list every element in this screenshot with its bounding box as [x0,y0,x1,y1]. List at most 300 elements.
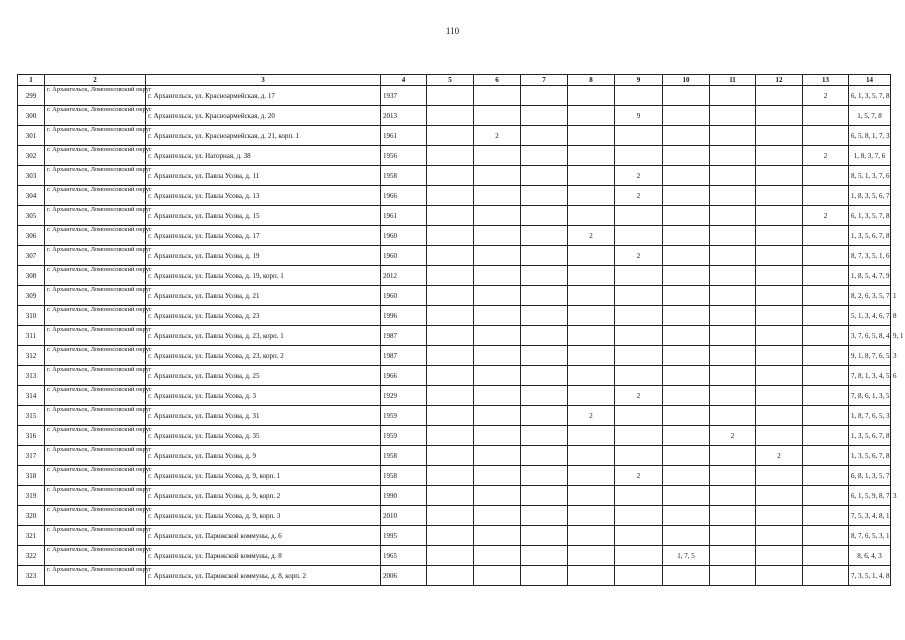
col9-cell [615,266,663,286]
year-cell: 1961 [381,126,427,146]
address-cell: г. Архангельск, ул. Павла Усова, д. 35 [146,426,381,446]
district-cell: г. Архангельск, Ломоносовский округ [45,446,146,466]
col10-cell [663,326,710,346]
district-cell: г. Архангельск, Ломоносовский округ [45,466,146,486]
col6-cell [474,406,521,426]
col6-cell [474,86,521,106]
col5-cell [427,566,474,586]
col5-cell [427,306,474,326]
col12-cell [756,246,803,266]
year-cell: 1996 [381,306,427,326]
address-cell: г. Архангельск, ул. Павла Усова, д. 9, корп. 3 [146,506,381,526]
column-header-1: 1 [18,75,45,86]
col8-cell [568,146,615,166]
col10-cell [663,246,710,266]
col13-cell [803,406,849,426]
table-row [18,366,891,386]
col10-cell [663,146,710,166]
col8-cell [568,506,615,526]
col5-cell [427,166,474,186]
col11-cell [710,526,756,546]
col14-cell: 8, 7, 3, 5, 1, 6 [849,246,891,266]
address-cell: г. Архангельск, ул. Павла Усова, д. 25 [146,366,381,386]
col13-cell [803,306,849,326]
col6-cell [474,166,521,186]
col7-cell [521,346,568,366]
table-body [18,86,904,586]
col14-cell: 6, 8, 1, 3, 5, 7 [849,466,891,486]
col9-cell [615,226,663,246]
col10-cell [663,406,710,426]
col7-cell [521,86,568,106]
row-number: 301 [18,126,45,146]
table-row [18,426,891,446]
column-header-14: 14 [849,75,891,86]
col7-cell [521,506,568,526]
year-cell: 1966 [381,366,427,386]
row-number: 315 [18,406,45,426]
col10-cell [663,166,710,186]
table-row [18,526,891,546]
district-cell: г. Архангельск, Ломоносовский округ [45,286,146,306]
row-number: 308 [18,266,45,286]
district-cell: г. Архангельск, Ломоносовский округ [45,386,146,406]
year-cell: 1958 [381,466,427,486]
col14-cell: 1, 3, 5, 6, 7, 8 [849,226,891,246]
col7-cell [521,166,568,186]
col5-cell [427,206,474,226]
table-row [18,506,891,526]
col13-cell [803,386,849,406]
col9-cell [615,566,663,586]
col10-cell [663,426,710,446]
col12-cell [756,366,803,386]
table-header [18,75,891,86]
col7-cell [521,526,568,546]
col7-cell [521,466,568,486]
table-row [18,326,891,346]
col13-cell [803,366,849,386]
col9-cell [615,286,663,306]
col11-cell [710,186,756,206]
col5-cell [427,346,474,366]
col11-cell [710,346,756,366]
col5-cell [427,386,474,406]
col10-cell [663,386,710,406]
district-cell: г. Архангельск, Ломоносовский округ [45,566,146,586]
col8-cell [568,566,615,586]
col7-cell [521,246,568,266]
col8-cell [568,326,615,346]
col8-cell [568,546,615,566]
col13-cell [803,566,849,586]
col6-cell [474,266,521,286]
table-row [18,106,891,126]
col13-cell [803,326,849,346]
table-row [18,226,891,246]
col7-cell [521,306,568,326]
col5-cell [427,226,474,246]
column-header-10: 10 [663,75,710,86]
col5-cell [427,406,474,426]
row-number: 314 [18,386,45,406]
col9-cell: 2 [615,466,663,486]
col13-cell [803,226,849,246]
col5-cell [427,126,474,146]
col10-cell [663,306,710,326]
col9-cell [615,406,663,426]
col12-cell [756,546,803,566]
col8-cell [568,266,615,286]
col12-cell [756,86,803,106]
address-cell: г. Архангельск, ул. Парижской коммуны, д. 6 [146,526,381,546]
table-row [18,286,891,306]
col6-cell [474,366,521,386]
col14-cell: 1, 8, 5, 4, 7, 9 [849,266,891,286]
col6-cell [474,506,521,526]
column-header-5: 5 [427,75,474,86]
col9-cell [615,486,663,506]
table-row [18,186,891,206]
year-cell: 2012 [381,266,427,286]
col8-cell [568,466,615,486]
col6-cell [474,206,521,226]
col12-cell [756,526,803,546]
col7-cell [521,126,568,146]
col14-cell: 6, 1, 3, 5, 7, 8 [849,86,891,106]
table-row [18,166,891,186]
col6-cell [474,546,521,566]
col14-cell: 1, 8, 3, 7, 6 [849,146,891,166]
col11-cell [710,486,756,506]
table-row [18,146,891,166]
col13-cell [803,126,849,146]
col13-cell [803,446,849,466]
col12-cell [756,426,803,446]
col11-cell [710,146,756,166]
col7-cell [521,566,568,586]
col9-cell: 2 [615,166,663,186]
district-cell: г. Архангельск, Ломоносовский округ [45,546,146,566]
col8-cell [568,246,615,266]
address-cell: г. Архангельск, ул. Красноармейская, д. 17 [146,86,381,106]
column-header-8: 8 [568,75,615,86]
col13-cell [803,266,849,286]
district-cell: г. Архангельск, Ломоносовский округ [45,146,146,166]
col13-cell [803,486,849,506]
col10-cell [663,466,710,486]
col14-cell: 7, 8, 6, 1, 3, 5 [849,386,891,406]
table-row [18,346,891,366]
row-number: 316 [18,426,45,446]
row-number: 299 [18,86,45,106]
col11-cell [710,86,756,106]
col12-cell: 2 [756,446,803,466]
col10-cell [663,486,710,506]
col9-cell: 2 [615,386,663,406]
district-cell: г. Архангельск, Ломоносовский округ [45,166,146,186]
column-header-9: 9 [615,75,663,86]
col8-cell [568,166,615,186]
row-number: 302 [18,146,45,166]
address-cell: г. Архангельск, ул. Нагорная, д. 38 [146,146,381,166]
col10-cell [663,506,710,526]
district-cell: г. Архангельск, Ломоносовский округ [45,106,146,126]
district-cell: г. Архангельск, Ломоносовский округ [45,86,146,106]
address-cell: г. Архангельск, ул. Парижской коммуны, д. 8 [146,546,381,566]
address-cell: г. Архангельск, ул. Павла Усова, д. 3 [146,386,381,406]
col14-cell: 7, 3, 5, 1, 4, 8 [849,566,891,586]
header-row [18,75,891,86]
col11-cell [710,126,756,146]
housing-register-table [17,74,904,586]
col6-cell [474,146,521,166]
col14-cell: 8, 6, 4, 3 [849,546,891,566]
year-cell: 2013 [381,106,427,126]
col12-cell [756,286,803,306]
col7-cell [521,226,568,246]
col11-cell [710,226,756,246]
col6-cell [474,286,521,306]
col8-cell: 2 [568,226,615,246]
col5-cell [427,326,474,346]
col14-cell: 3, 7, 6, 5, 8, 4, 9, 1 [849,326,891,346]
table-row [18,406,891,426]
col10-cell [663,366,710,386]
col14-cell: 1, 5, 7, 8 [849,106,891,126]
row-number: 300 [18,106,45,126]
col12-cell [756,146,803,166]
col7-cell [521,406,568,426]
col9-cell [615,426,663,446]
col8-cell [568,186,615,206]
col6-cell [474,426,521,446]
col5-cell [427,366,474,386]
district-cell: г. Архангельск, Ломоносовский округ [45,506,146,526]
col10-cell: 1, 7, 5 [663,546,710,566]
col9-cell [615,446,663,466]
col5-cell [427,266,474,286]
table-row [18,266,891,286]
year-cell: 1990 [381,486,427,506]
col7-cell [521,386,568,406]
col8-cell [568,526,615,546]
row-number: 306 [18,226,45,246]
col13-cell [803,506,849,526]
row-number: 309 [18,286,45,306]
table-row [18,246,891,266]
col13-cell [803,546,849,566]
district-cell: г. Архангельск, Ломоносовский округ [45,206,146,226]
col14-cell: 5, 1, 3, 4, 6, 7, 8 [849,306,891,326]
col13-cell [803,346,849,366]
col8-cell [568,126,615,146]
col8-cell [568,446,615,466]
col9-cell [615,506,663,526]
table-row [18,386,891,406]
col13-cell: 2 [803,146,849,166]
col12-cell [756,506,803,526]
year-cell: 1965 [381,546,427,566]
col5-cell [427,546,474,566]
col11-cell [710,506,756,526]
row-number: 304 [18,186,45,206]
district-cell: г. Архангельск, Ломоносовский округ [45,526,146,546]
col6-cell [474,446,521,466]
col7-cell [521,266,568,286]
col12-cell [756,106,803,126]
col6-cell [474,186,521,206]
page-number: 110 [445,26,460,36]
col14-cell: 1, 3, 5, 6, 7, 8 [849,446,891,466]
district-cell: г. Архангельск, Ломоносовский округ [45,326,146,346]
col9-cell: 2 [615,246,663,266]
table-row [18,206,891,226]
table-row [18,446,891,466]
table-row [18,466,891,486]
table-row [18,566,891,586]
year-cell: 1929 [381,386,427,406]
column-header-11: 11 [710,75,756,86]
column-header-4: 4 [381,75,427,86]
table-row [18,306,891,326]
col10-cell [663,286,710,306]
col13-cell: 2 [803,86,849,106]
year-cell: 1959 [381,426,427,446]
col14-cell: 8, 2, 6, 3, 5, 7, 1 [849,286,891,306]
year-cell: 1966 [381,186,427,206]
year-cell: 1956 [381,146,427,166]
address-cell: г. Архангельск, ул. Павла Усова, д. 9 [146,446,381,466]
col11-cell [710,366,756,386]
col14-cell: 8, 5, 1, 3, 7, 6 [849,166,891,186]
address-cell: г. Архангельск, ул. Павла Усова, д. 11 [146,166,381,186]
col11-cell [710,166,756,186]
col14-cell: 6, 5, 8, 1, 7, 3 [849,126,891,146]
col8-cell [568,366,615,386]
col10-cell [663,526,710,546]
col7-cell [521,546,568,566]
col5-cell [427,106,474,126]
col12-cell [756,566,803,586]
year-cell: 1995 [381,526,427,546]
col9-cell [615,366,663,386]
col7-cell [521,446,568,466]
col13-cell [803,186,849,206]
col11-cell [710,326,756,346]
col6-cell [474,486,521,506]
col11-cell [710,286,756,306]
col11-cell [710,306,756,326]
col5-cell [427,86,474,106]
row-number: 323 [18,566,45,586]
year-cell: 1959 [381,406,427,426]
col8-cell [568,486,615,506]
col11-cell [710,246,756,266]
address-cell: г. Архангельск, ул. Парижской коммуны, д. 8, корп. 2 [146,566,381,586]
col5-cell [427,486,474,506]
col6-cell [474,306,521,326]
column-header-12: 12 [756,75,803,86]
col12-cell [756,346,803,366]
column-header-7: 7 [521,75,568,86]
col13-cell [803,526,849,546]
district-cell: г. Архангельск, Ломоносовский округ [45,486,146,506]
address-cell: г. Архангельск, ул. Павла Усова, д. 9, корп. 1 [146,466,381,486]
col8-cell [568,426,615,446]
row-number: 311 [18,326,45,346]
row-number: 322 [18,546,45,566]
district-cell: г. Архангельск, Ломоносовский округ [45,346,146,366]
col8-cell [568,346,615,366]
address-cell: г. Архангельск, ул. Павла Усова, д. 23, корп. 1 [146,326,381,346]
row-number: 319 [18,486,45,506]
col12-cell [756,206,803,226]
row-number: 317 [18,446,45,466]
col9-cell [615,346,663,366]
col5-cell [427,426,474,446]
col14-cell: 7, 5, 3, 4, 8, 1 [849,506,891,526]
row-number: 305 [18,206,45,226]
year-cell: 2010 [381,506,427,526]
col5-cell [427,186,474,206]
col9-cell [615,206,663,226]
col12-cell [756,226,803,246]
year-cell: 2006 [381,566,427,586]
address-cell: г. Архангельск, ул. Павла Усова, д. 23, корп. 2 [146,346,381,366]
row-number: 303 [18,166,45,186]
year-cell: 1960 [381,286,427,306]
table-row [18,486,891,506]
year-cell: 1987 [381,346,427,366]
col8-cell [568,306,615,326]
col11-cell [710,266,756,286]
year-cell: 1987 [381,326,427,346]
col8-cell [568,106,615,126]
col10-cell [663,106,710,126]
col11-cell [710,106,756,126]
address-cell: г. Архангельск, ул. Павла Усова, д. 17 [146,226,381,246]
col6-cell [474,386,521,406]
col13-cell [803,166,849,186]
col9-cell [615,126,663,146]
col5-cell [427,246,474,266]
col5-cell [427,446,474,466]
address-cell: г. Архангельск, ул. Павла Усова, д. 31 [146,406,381,426]
col10-cell [663,206,710,226]
year-cell: 1958 [381,446,427,466]
address-cell: г. Архангельск, ул. Красноармейская, д. 20 [146,106,381,126]
address-cell: г. Архангельск, ул. Павла Усова, д. 19 [146,246,381,266]
col12-cell [756,166,803,186]
col10-cell [663,446,710,466]
col14-cell: 6, 1, 3, 5, 7, 8 [849,206,891,226]
col8-cell [568,86,615,106]
col5-cell [427,526,474,546]
col9-cell: 9 [615,106,663,126]
col12-cell [756,386,803,406]
col7-cell [521,426,568,446]
row-number: 321 [18,526,45,546]
district-cell: г. Архангельск, Ломоносовский округ [45,406,146,426]
col10-cell [663,126,710,146]
col12-cell [756,186,803,206]
col12-cell [756,486,803,506]
col13-cell [803,286,849,306]
row-number: 318 [18,466,45,486]
col7-cell [521,206,568,226]
col10-cell [663,226,710,246]
